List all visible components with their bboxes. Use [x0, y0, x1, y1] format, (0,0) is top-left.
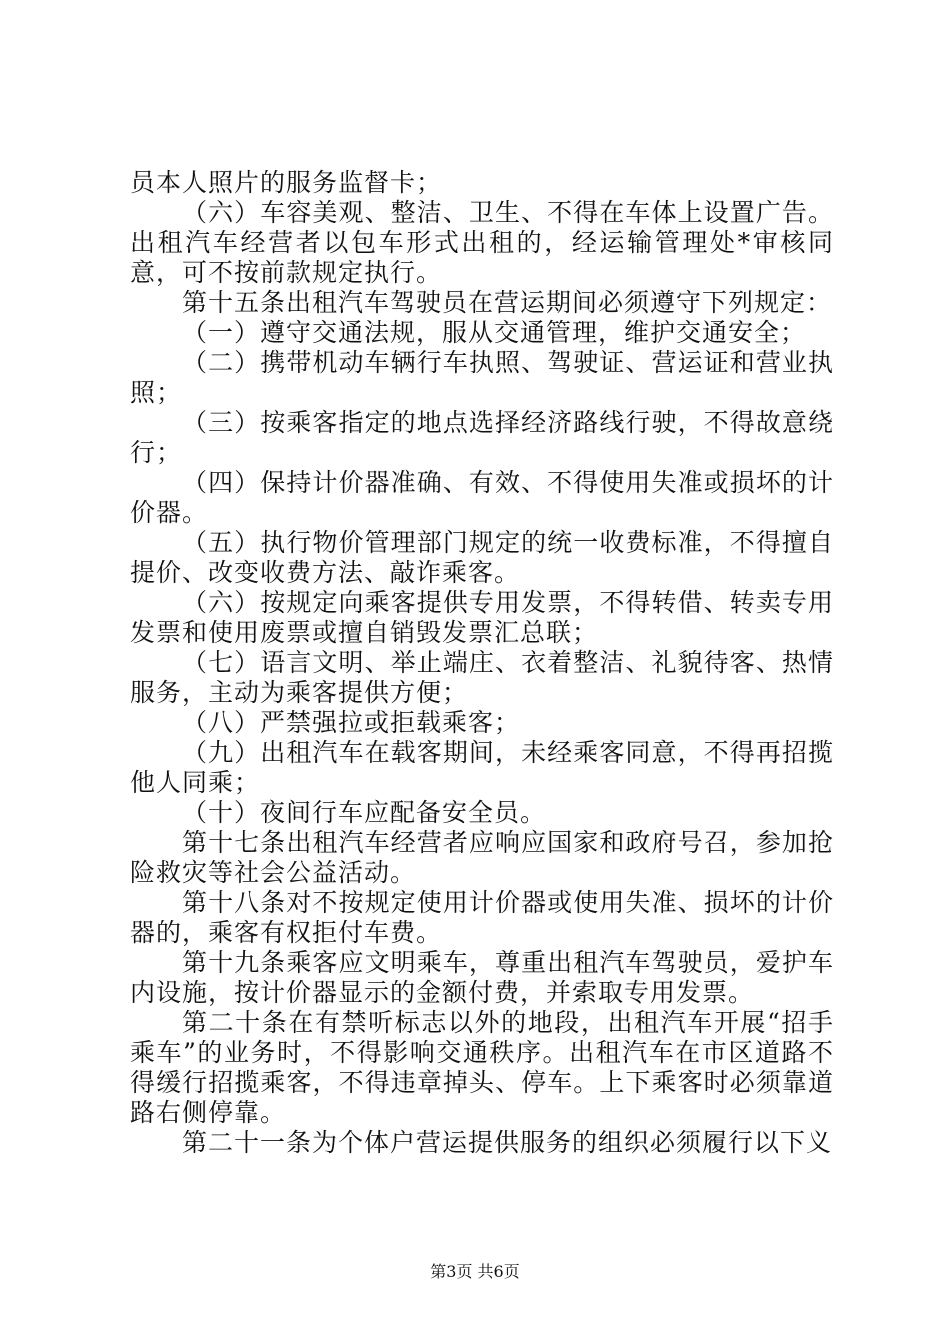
paragraph: （七）语言文明、举止端庄、衣着整洁、礼貌待客、热情服务，主动为乘客提供方便； — [130, 648, 834, 707]
paragraph: 员本人照片的服务监督卡； — [130, 168, 443, 197]
page-number-footer: 第3页 共6页 — [430, 1262, 520, 1281]
document-body — [130, 168, 834, 1158]
paragraph: 第二十条在有禁听标志以外的地段，出租汽车开展“招手乘车”的业务时，不得影响交通秩序。出租汽车在市区道路不得缓行招揽乘客，不得违章掉头、停车。上下乘客时必须靠道路右侧停靠。 — [130, 1008, 834, 1127]
paragraph: 第十九条乘客应文明乘车，尊重出租汽车驾驶员，爱护车内设施，按计价器显示的金额付费，并索取专用发票。 — [130, 948, 834, 1007]
paragraph: （二）携带机动车辆行车执照、驾驶证、营运证和营业执照； — [130, 348, 834, 407]
paragraph: 第十五条出租汽车驾驶员在营运期间必须遵守下列规定： — [182, 288, 833, 317]
paragraph: 第十八条对不按规定使用计价器或使用失准、损坏的计价器的，乘客有权拒付车费。 — [130, 888, 834, 947]
paragraph: （八）严禁强拉或拒载乘客； — [182, 708, 521, 737]
paragraph: （六）按规定向乘客提供专用发票，不得转借、转卖专用发票和使用废票或擅自销毁发票汇总联； — [130, 588, 834, 647]
paragraph: 第二十一条为个体户营运提供服务的组织必须履行以下义 — [182, 1128, 833, 1157]
paragraph: （十）夜间行车应配备安全员。 — [182, 798, 547, 827]
paragraph: （五）执行物价管理部门规定的统一收费标准，不得擅自提价、改变收费方法、敲诈乘客。 — [130, 528, 834, 587]
paragraph: （三）按乘客指定的地点选择经济路线行驶，不得故意绕行； — [130, 408, 834, 467]
paragraph: （四）保持计价器准确、有效、不得使用失准或损坏的计价器。 — [130, 468, 834, 527]
paragraph: （六）车容美观、整洁、卫生、不得在车体上设置广告。出租汽车经营者以包车形式出租的，经运输管理处*审核同意，可不按前款规定执行。 — [130, 198, 834, 287]
paragraph: （一）遵守交通法规，服从交通管理，维护交通安全； — [182, 318, 807, 347]
paragraph: （九）出租汽车在载客期间，未经乘客同意，不得再招揽他人同乘； — [130, 738, 834, 797]
paragraph: 第十七条出租汽车经营者应响应国家和政府号召，参加抢险救灾等社会公益活动。 — [130, 828, 834, 887]
